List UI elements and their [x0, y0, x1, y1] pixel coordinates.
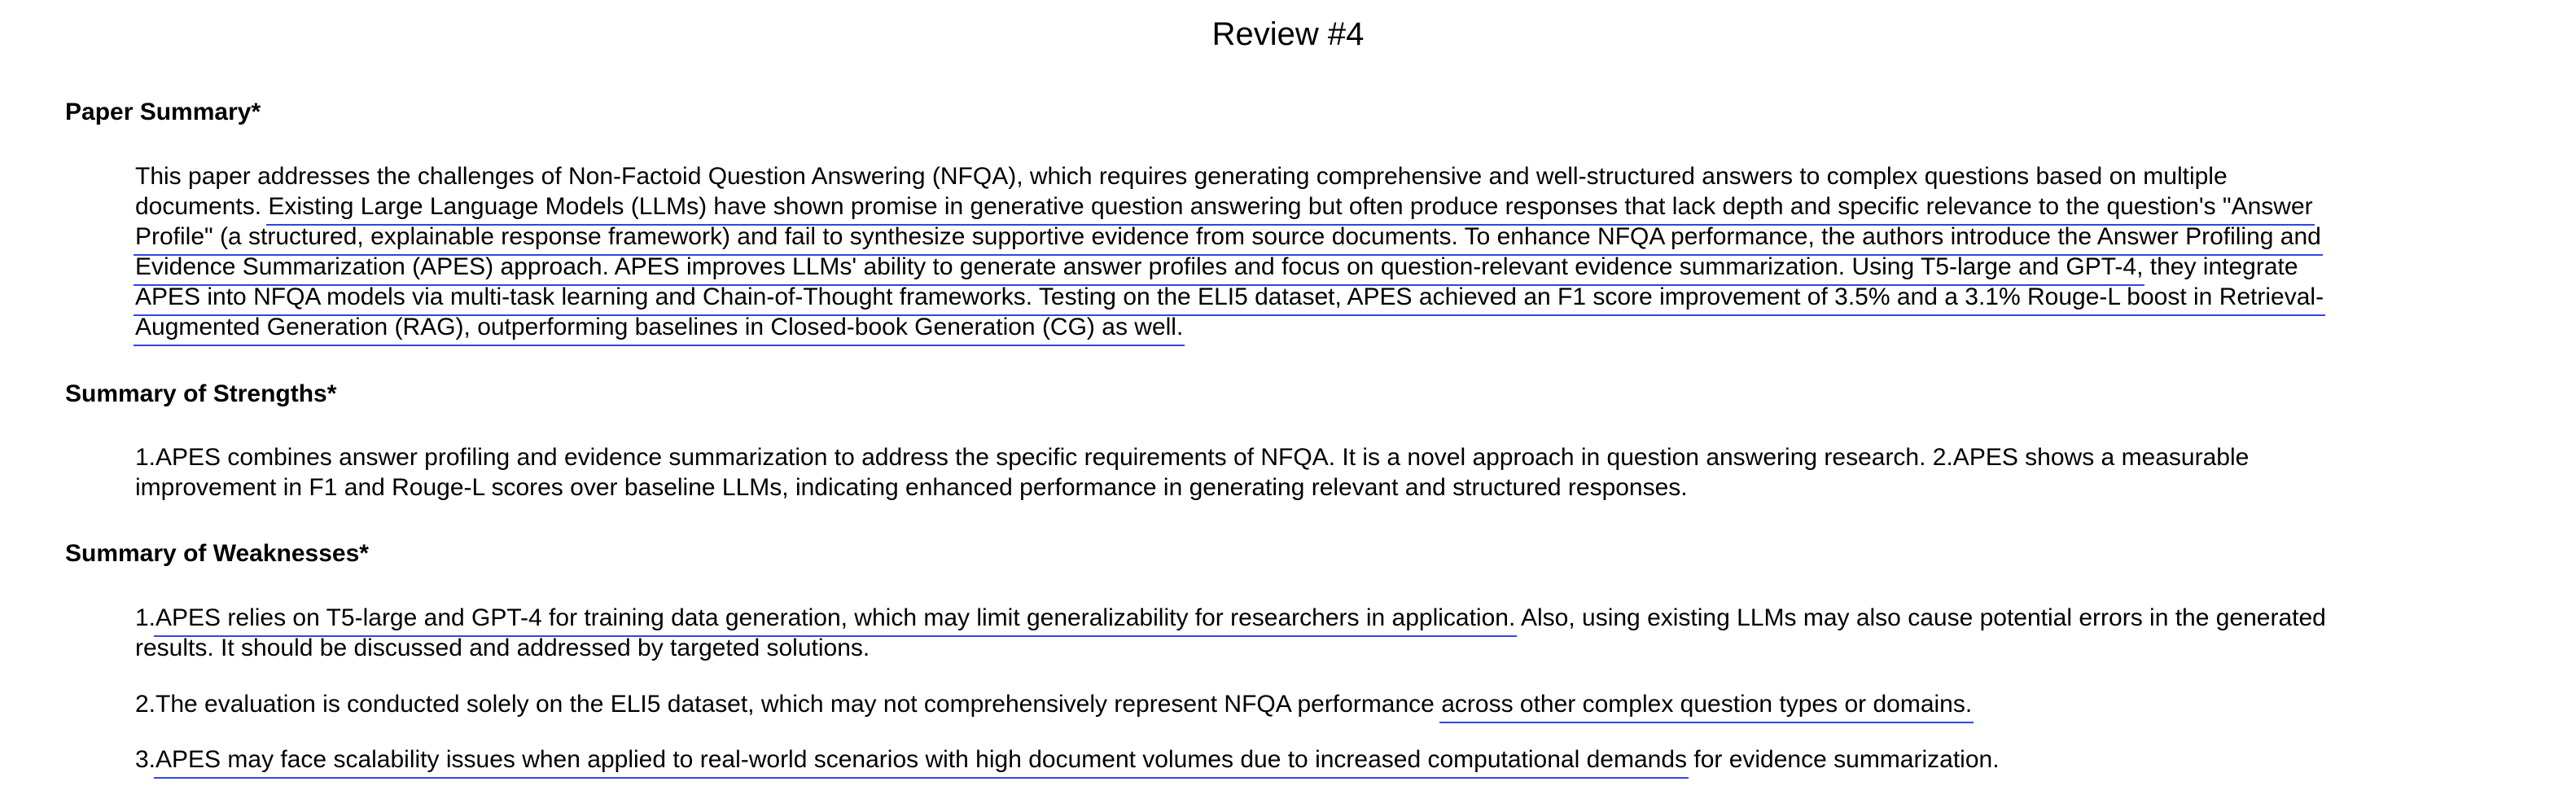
weakness-1: [135, 603, 2496, 663]
summary-line: [135, 312, 2496, 342]
weakness-highlight: across other complex question types or domains.: [1441, 691, 1973, 718]
summary-highlight: Existing Large Language Models (LLMs) have shown promise in generative question answering but often produce responses that lack depth and specific relevance to the question's "Answer: [268, 193, 2313, 220]
page-title: Review #4: [1211, 16, 1365, 52]
strengths-line: 1.APES combines answer profiling and evidence summarization to address the specific requirements of NFQA. It is a novel approach in question answering research. 2.APES shows a measurable: [135, 444, 2250, 471]
weakness-line: results. It should be discussed and addressed by targeted solutions.: [135, 635, 870, 661]
weakness-plain-text: 2.The evaluation is conducted solely on the ELI5 dataset, which may not comprehensively represent NFQA performance: [135, 691, 1442, 718]
weakness-highlight: APES relies on T5-large and GPT-4 for training data generation, which may limit generalizability for researchers in application.: [156, 604, 1516, 631]
summary-plain-text: they integrate: [2143, 253, 2298, 280]
weakness-line: [135, 744, 2496, 775]
summary-highlight: Evidence Summarization (APES) approach. APES improves LLMs' ability to generate answer profiles and focus on question-relevant evidence summarization. Using T5-large and GPT-4,: [135, 253, 2144, 280]
weakness-plain-text: for evidence summarization.: [1687, 746, 2000, 773]
summary-line: [135, 191, 2496, 222]
summary-line: [135, 222, 2496, 252]
weakness-plain-text: Also, using existing LLMs may also cause potential errors in the generated: [1515, 604, 2326, 631]
strengths-heading: Summary of Strengths*: [65, 380, 337, 407]
weakness-line: [135, 689, 2496, 719]
weakness-number: 1.: [135, 604, 156, 631]
weakness-3: [135, 744, 2496, 775]
paper-summary-heading: Paper Summary*: [65, 99, 261, 125]
paper-summary-text: [135, 161, 2496, 342]
summary-highlight: Profile" (a structured, explainable response framework) and fail to synthesize supportive evidence from source documents. To enhance NFQA performance, the authors introduce the Answer Profiling and: [135, 223, 2321, 250]
summary-highlight: Augmented Generation (RAG), outperforming baselines in Closed-book Generation (CG) as well.: [135, 314, 1184, 340]
weakness-number: 3.: [135, 746, 156, 773]
summary-plain-text: documents.: [135, 193, 269, 220]
weakness-highlight: APES may face scalability issues when applied to real-world scenarios with high document volumes due to increased computational demands: [156, 746, 1688, 773]
weakness-line: [135, 603, 2496, 633]
summary-plain-text: This paper addresses the challenges of Non-Factoid Question Answering (NFQA), which requires generating comprehensive and well-structured answers to complex questions based on multiple: [135, 163, 2228, 190]
weaknesses-heading: Summary of Weaknesses*: [65, 540, 369, 567]
summary-line: [135, 252, 2496, 282]
summary-line: [135, 161, 2496, 191]
weakness-2: [135, 689, 2496, 719]
strengths-line: improvement in F1 and Rouge-L scores over baseline LLMs, indicating enhanced performance in generating relevant and structured responses.: [135, 474, 1688, 501]
strengths-text: [135, 442, 2496, 503]
summary-line: [135, 282, 2496, 312]
summary-highlight: APES into NFQA models via multi-task learning and Chain-of-Thought frameworks. Testing on the ELI5 dataset, APES achieved an F1 score improvement of 3.5% and a 3.1% Rouge-L boost in Retrieval-: [135, 283, 2324, 310]
